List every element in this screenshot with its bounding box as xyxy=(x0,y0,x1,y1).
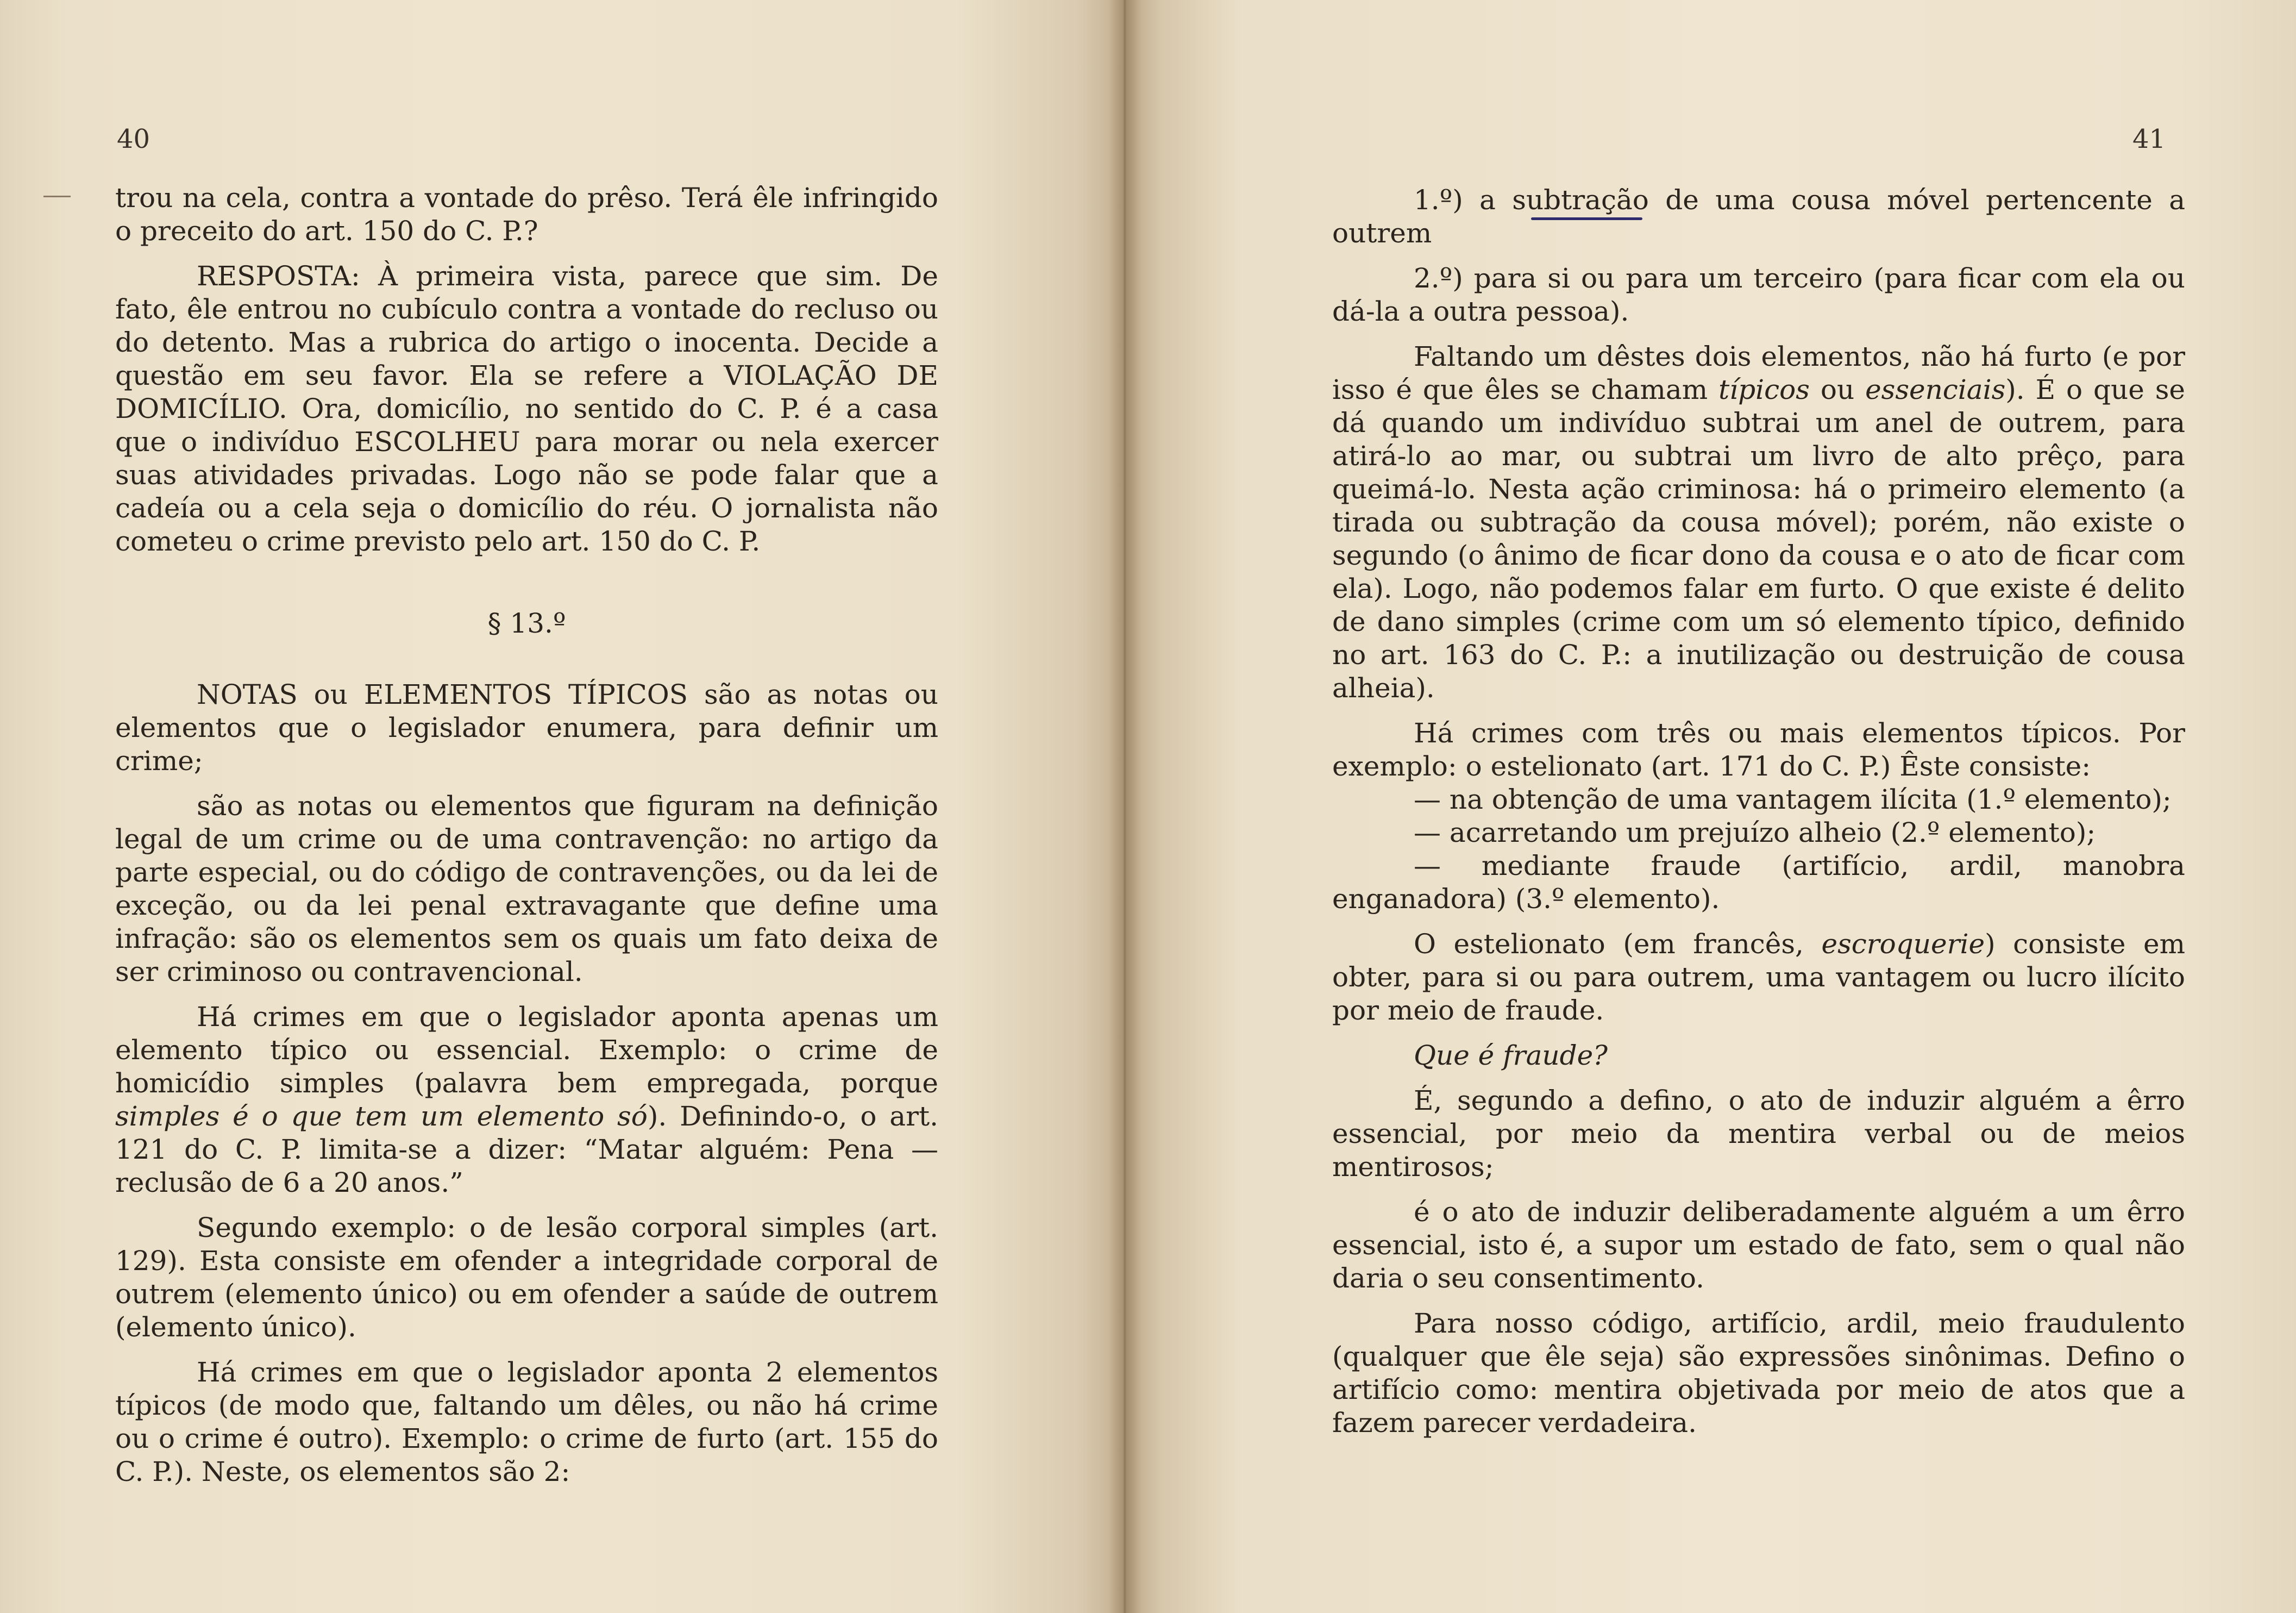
paragraph: RESPOSTA: À primeira vista, parece que sim. De fato, êle entrou no cubículo contra a vontade do recluso ou do detento. Mas a rubrica do artigo o inocenta. Decide a questão em seu favor. Ela se refere a VIOLAÇÃO DE DOMICÍLIO. Ora, domicílio, no sentido do C. P. é a casa que o indivíduo ESCOLHEU para morar ou nela exercer suas atividades privadas. Logo não se pode falar que a cadeía ou a cela seja o domicílio do réu. O jornalista não cometeu o crime previsto pelo art. 150 do C. P. xyxy=(115,260,938,557)
book-gutter xyxy=(1108,0,1141,1613)
paragraph: Para nosso código, artifício, ardil, meio fraudulento (qualquer que êle seja) são expressões sinônimas. Defino o artifício como: mentira objetivada por meio de atos que a fazem parecer verdadeira. xyxy=(1332,1308,2185,1439)
paragraph: 1.º) a subtração de uma cousa móvel pertencente a outrem xyxy=(1332,184,2185,249)
paragraph-text: ) consiste em obter, para si ou para outrem, uma vantagem ou lucro ilícito por meio de fraude. xyxy=(1332,928,2185,1026)
page-number-left: 40 xyxy=(117,124,150,154)
paragraph: Há crimes com três ou mais elementos típicos. Por exemplo: o estelionato (art. 171 do C. P.) Êste consiste: xyxy=(1332,717,2185,782)
paragraph-text: ). Definindo-o, o art. 121 do C. P. limita-se a dizer: “Matar alguém: Pena — reclusão de 6 a 20 anos.” xyxy=(115,1101,938,1198)
paragraph: são as notas ou elementos que figuram na definição legal de um crime ou de uma contravenção: no artigo da parte especial, ou do código de contravenções, ou da lei de exceção, ou da lei penal extravagante que define uma infração: são os elementos sem os quais um fato deixa de ser criminoso ou contravencional. xyxy=(115,790,938,987)
paragraph xyxy=(1332,340,2185,705)
list-item: — mediante fraude (artifício, ardil, manobra enganadora) (3.º elemento). xyxy=(1332,850,2185,915)
emphasis: típicos xyxy=(1718,374,1810,405)
paragraph: Segundo exemplo: o de lesão corporal simples (art. 129). Esta consiste em ofender a integridade corporal de outrem (elemento único) ou em ofender a saúde de outrem (elemento único). xyxy=(115,1212,938,1343)
paragraph-text: ). É o que se dá quando um indivíduo subtrai um anel de outrem, para atirá-lo ao mar, ou subtrai um livro de alto prêço, para queimá-lo. Nesta ação criminosa: há o primeiro elemento (a tirada ou subtração da cousa móvel); porém, não existe o segundo (o ânimo de ficar dono da cousa e o ato de ficar com ela). Logo, não podemos falar em furto. O que existe é delito de dano simples (crime com um só elemento típico, definido no art. 163 do C. P.: a inutilização ou destruição de cousa alheia). xyxy=(1332,374,2185,704)
paragraph: NOTAS ou ELEMENTOS TÍPICOS são as notas ou elementos que o legislador enumera, para definir um crime; xyxy=(115,679,938,777)
paragraph xyxy=(1332,928,2185,1027)
paragraph-text: Há crimes em que o legislador aponta apenas um elemento típico ou essencial. Exemplo: o crime de homicídio simples (palavra bem empregada, porque xyxy=(115,1001,938,1099)
emphasis: escroquerie xyxy=(1821,928,1985,960)
paragraph xyxy=(115,1001,938,1199)
paragraph: 2.º) para si ou para um terceiro (para ficar com ela ou dá-la a outra pessoa). xyxy=(1332,262,2185,327)
list-item: — acarretando um prejuízo alheio (2.º elemento); xyxy=(1414,817,2096,848)
paragraph-text: ou xyxy=(1809,374,1866,405)
left-page-text xyxy=(115,182,938,1489)
paragraph: é o ato de induzir deliberadamente alguém a um êrro essencial, isto é, a supor um estado de fato, sem o qual não daria o seu consentimento. xyxy=(1332,1196,2185,1294)
emphasis: simples é o que tem um elemento só xyxy=(115,1101,648,1132)
right-page xyxy=(1125,0,2296,1613)
paragraph: É, segundo a defino, o ato de induzir alguém a êrro essencial, por meio da mentira verbal ou de meios mentirosos; xyxy=(1332,1085,2185,1183)
paragraph: trou na cela, contra a vontade do prêso. Terá êle infringido o preceito do art. 150 do C. P.? xyxy=(115,182,938,247)
paragraph-text: O estelionato (em francês, xyxy=(1414,928,1822,960)
question-heading: Que é fraude? xyxy=(1414,1040,1608,1071)
page-number-right: 41 xyxy=(2132,124,2166,154)
list-item: — na obtenção de uma vantagem ilícita (1.º elemento); xyxy=(1414,784,2172,815)
margin-mark xyxy=(43,196,71,197)
right-page-text xyxy=(1332,184,2185,1440)
section-heading: § 13.º xyxy=(487,608,566,639)
paragraph: Há crimes em que o legislador aponta 2 elementos típicos (de modo que, faltando um dêles, ou não há crime ou o crime é outro). Exemplo: o crime de furto (art. 155 do C. P.). Neste, os elementos são 2: xyxy=(115,1356,938,1487)
emphasis: essenciais xyxy=(1865,374,2006,405)
left-page xyxy=(0,0,1125,1613)
paragraph-text: Faltando um dêstes dois elementos, não há furto (e por isso é que êles se chamam xyxy=(1332,341,2185,405)
